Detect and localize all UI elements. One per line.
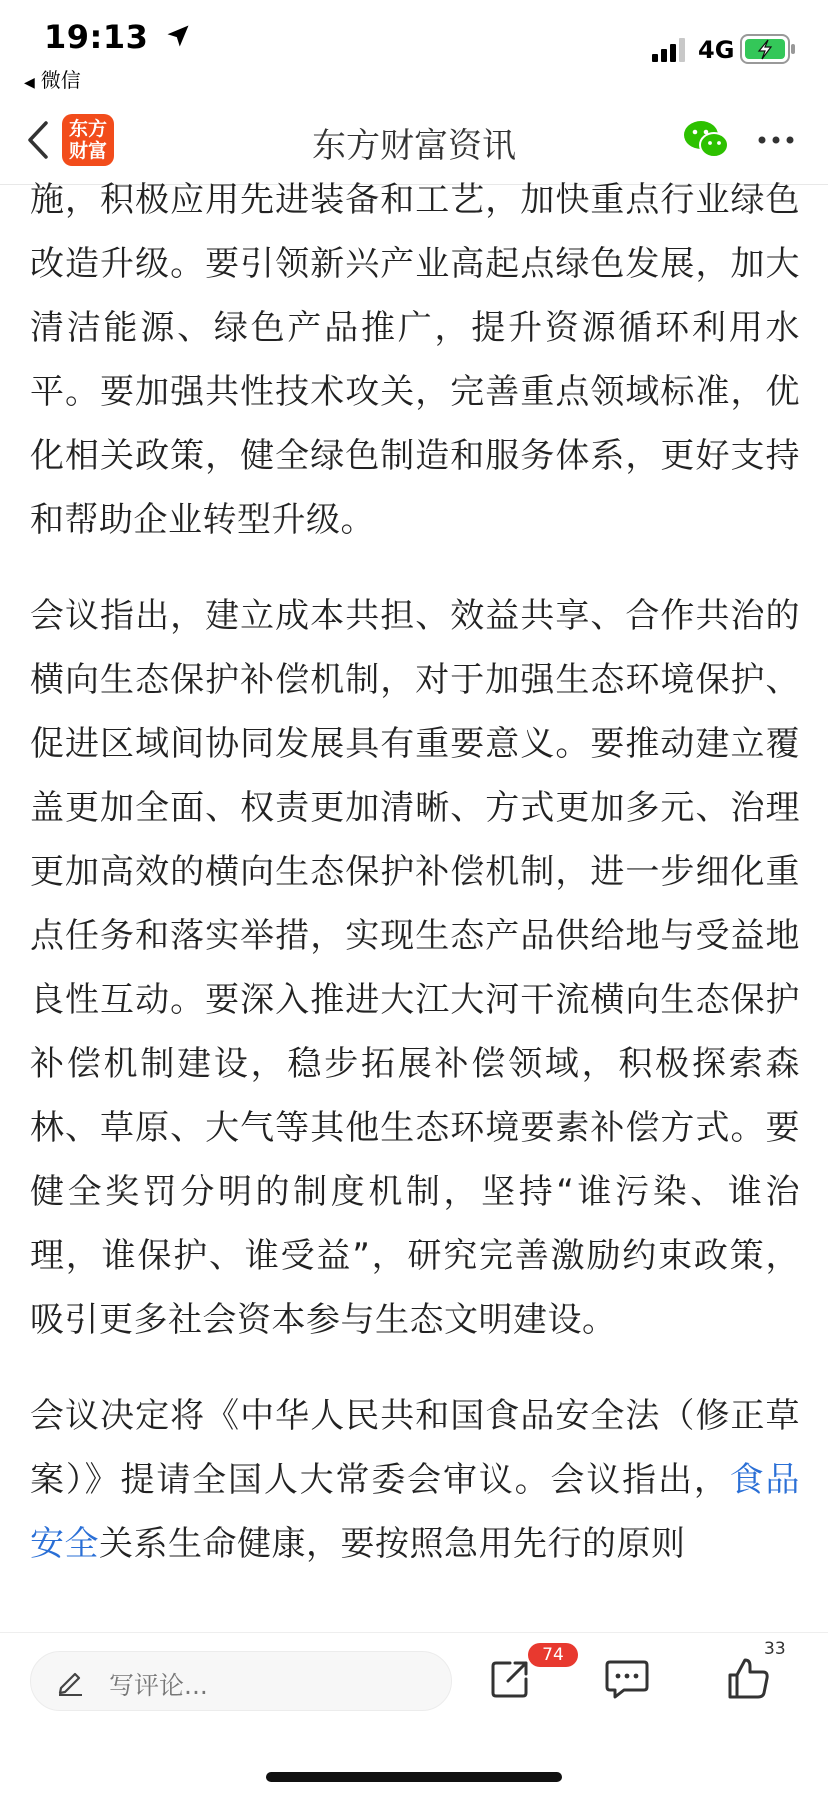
home-indicator[interactable] [266, 1772, 562, 1782]
cellular-signal-icon [652, 38, 688, 62]
more-options-icon[interactable] [756, 118, 796, 162]
back-app-label: 微信 [40, 68, 81, 92]
paragraph-3-text: 会议决定将《中华人民共和国食品安全法（修正草案）》提请全国人大常委会审议。会议指出， [30, 1396, 800, 1500]
share-icon[interactable] [488, 1657, 532, 1701]
article-paragraph-3 [30, 1384, 800, 1576]
paragraph-3-rest: 关系生命健康，要按照急用先行的原则 [99, 1524, 686, 1564]
like-count: 33 [764, 1639, 786, 1659]
wechat-share-icon[interactable] [682, 118, 730, 162]
pencil-icon [55, 1666, 85, 1696]
logo-line-1: 东方 [68, 118, 107, 140]
bottom-toolbar [0, 1632, 828, 1793]
article-paragraph-1: 施，积极应用先进装备和工艺，加快重点行业绿色改造升级。要引领新兴产业高起点绿色发展，加大清洁能源、绿色产品推广，提升资源循环利用水平。要加强共性技术攻关，完善重点领域标准，优化相关政策，健全绿色制造和服务体系，更好支持和帮助企业转型升级。 [30, 180, 800, 540]
thumbs-up-icon[interactable] [726, 1655, 772, 1701]
status-bar [0, 0, 828, 100]
network-type: 4G [698, 36, 735, 64]
article-paragraph-2: 会议指出，建立成本共担、效益共享、合作共治的横向生态保护补偿机制，对于加强生态环境保护、促进区域间协同发展具有重要意义。要推动建立覆盖更加全面、权责更加清晰、方式更加多元、治理更加高效的横向生态保护补偿机制，进一步细化重点任务和落实举措，实现生态产品供给地与受益地良性互动。要深入推进大江大河干流横向生态保护补偿机制建设，稳步拓展补偿领域，积极探索森林、草原、大气等其他生态环境要素补偿方式。要健全奖罚分明的制度机制，坚持“谁污染、谁治理，谁保护、谁受益”，研究完善激励约束政策，吸引更多社会资本参与生态文明建设。 [30, 596, 800, 1340]
status-time: 19:13 [44, 18, 149, 56]
location-arrow-icon [164, 22, 192, 50]
share-count-badge: 74 [528, 1643, 578, 1667]
battery-charging-icon [740, 34, 796, 64]
page-title: 东方财富资讯 [312, 126, 516, 166]
comment-input[interactable] [30, 1651, 452, 1711]
comments-icon[interactable] [604, 1657, 650, 1701]
back-triangle-icon: ◀ [24, 75, 35, 91]
back-to-app-link[interactable] [24, 64, 81, 93]
article-body [30, 168, 800, 1608]
comment-placeholder: 写评论... [109, 1671, 208, 1700]
food-safety-link[interactable]: 食品安全 [30, 1460, 801, 1564]
logo-line-2: 财富 [68, 140, 107, 162]
